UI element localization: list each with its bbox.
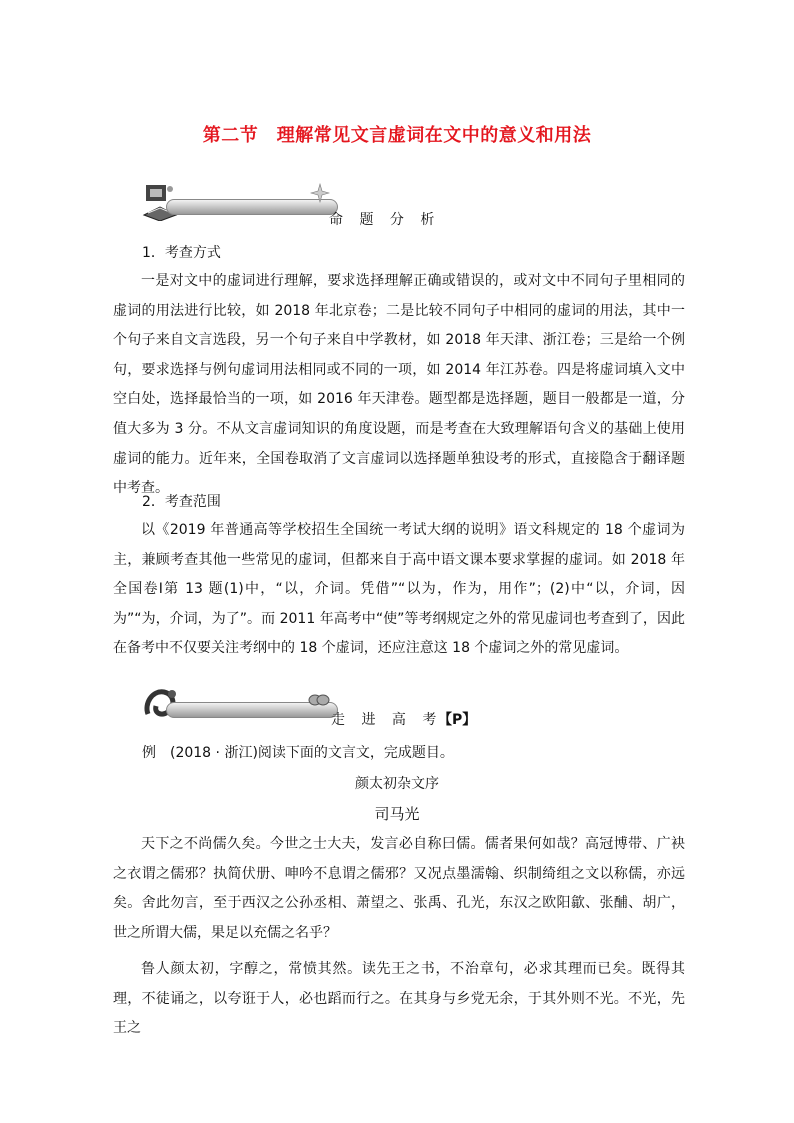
article-author: 司马光	[374, 805, 420, 823]
heading-scope: 2．考查范围	[142, 494, 221, 510]
section-banner-analysis	[140, 181, 340, 225]
knot-ornament-icon	[308, 690, 330, 710]
section-label-exam: 走 进 高 考	[331, 712, 443, 728]
heading-method: 1．考查方式	[142, 245, 221, 261]
paragraph-method: 一是对文中的虚词进行理解，要求选择理解正确或错误的，或对文中不同句子里相同的虚词的用法进行比较，如 2018 年北京卷；二是比较不同句子中相同的虚词的用法，其中一个句子来自文言选段，另一个句子来自中学教材，如 2018 年天津、浙江卷；三是给一个例句，要求选择与例句虚词用法相同或不同的一项，如 2014 年江苏卷。四是将虚词填入文中空白处，选择最恰当的一项，如 2016 年天津卷。题型都是选择题，题目一般都是一道，分值大多为 3 分。不从文言虚词知识的角度设题，而是考查在大致理解语句含义的基础上使用虚词的能力。近年来，全国卷取消了文言虚词以选择题单独设考的形式，直接隐含于翻译题中考查。	[113, 273, 685, 497]
page-tag: 【P】	[438, 712, 477, 728]
section-label-analysis: 命 题 分 析	[329, 212, 441, 228]
page-title: 第二节 理解常见文言虚词在文中的意义和用法	[202, 125, 592, 146]
sparkle-icon	[310, 183, 330, 203]
section-banner-exam	[140, 684, 340, 728]
article-paragraph-2: 鲁人颜太初，字醇之，常愤其然。读先王之书，不治章句，必求其理而已矣。既得其理，不徒诵之，以夸诳于人，必也蹈而行之。在其身与乡党无余，于其外则不光。不光，先王之	[113, 961, 685, 1037]
example-intro: 例 (2018 · 浙江)阅读下面的文言文，完成题目。	[142, 745, 454, 761]
article-paragraph-1: 天下之不尚儒久矣。今世之士大夫，发言必自称曰儒。儒者果何如哉？高冠博带、广袂之衣谓之儒邪？执简伏册、呻吟不息谓之儒邪？又况点墨濡翰、织制绮组之文以称儒，亦远矣。舍此勿言，至于西汉之公孙丞相、萧望之、张禹、孔光，东汉之欧阳歙、张酺、胡广，世之所谓大儒，果足以充儒之名乎？	[113, 836, 685, 941]
paragraph-scope: 以《2019 年普通高等学校招生全国统一考试大纲的说明》语文科规定的 18 个虚词为主，兼顾考查其他一些常见的虚词，但都来自于高中语文课本要求掌握的虚词。如 2018 年全国卷Ⅰ第 13 题(1)中，“以，介词。凭借”“以为，作为，用作”；(2)中“以，介词，因为”“为，介词，为了”。而 2011 年高考中“使”等考纲规定之外的常见虚词也考查到了，因此在备考中不仅要关注考纲中的 18 个虚词，还应注意这 18 个虚词之外的常见虚词。	[113, 522, 685, 657]
article-title: 颜太初杂文序	[355, 776, 439, 792]
